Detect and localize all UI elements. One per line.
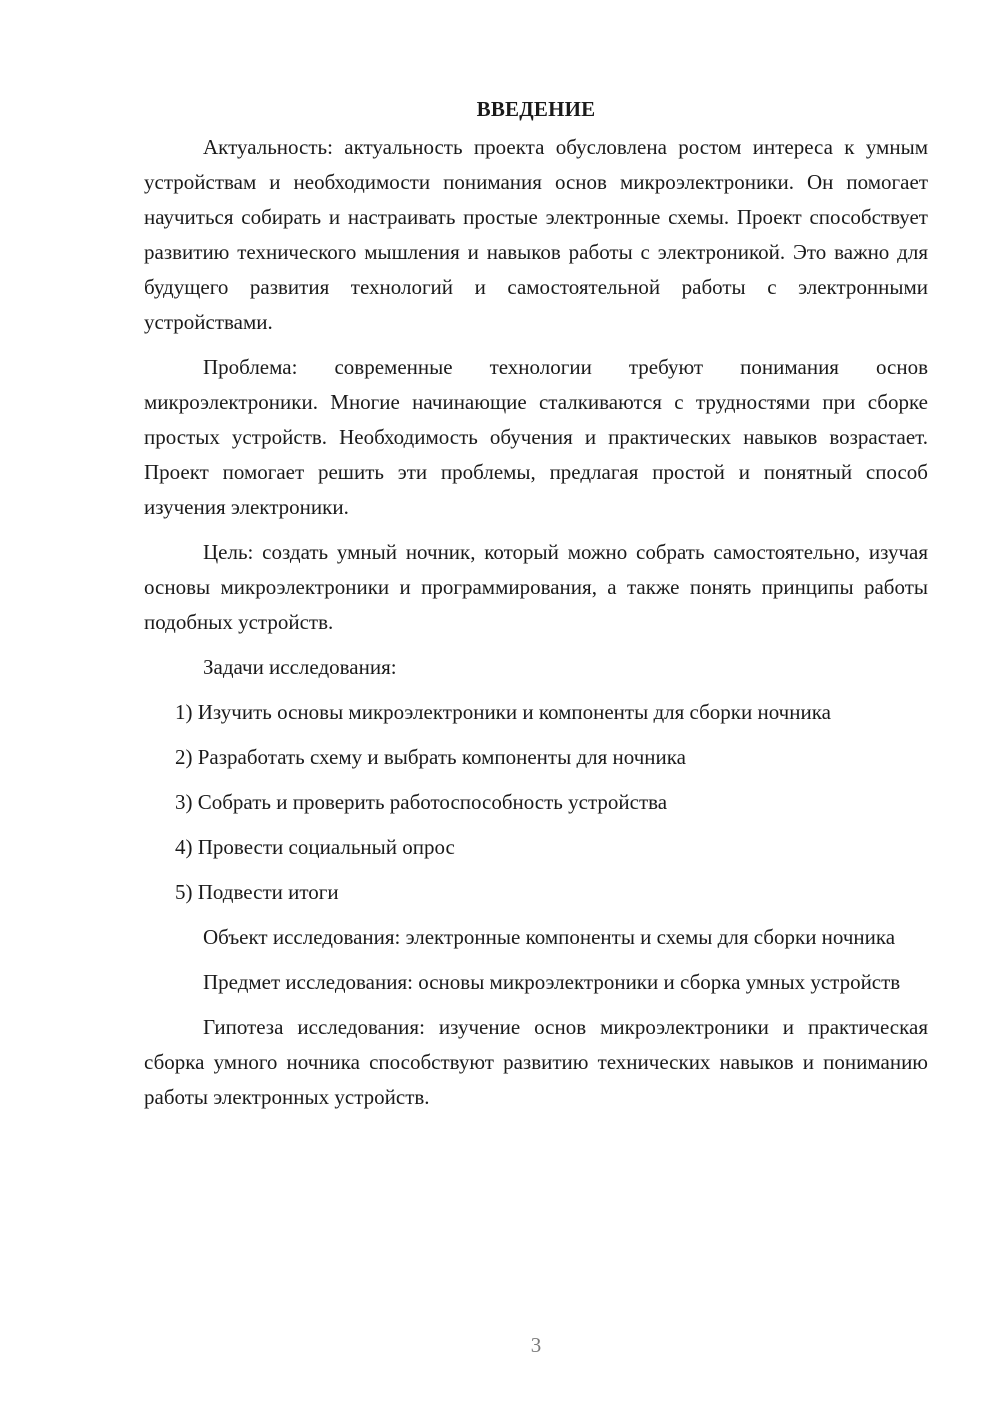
paragraph-object: Объект исследования: электронные компоненты и схемы для сборки ночника xyxy=(203,925,896,949)
paragraph-goal: Цель: создать умный ночник, который можно собрать самостоятельно, изучая основы микроэлектроники и программирования, а также понять принципы работы подобных устройств. xyxy=(144,540,928,634)
paragraph-relevance: Актуальность: актуальность проекта обусловлена ростом интереса к умным устройствам и необходимости понимания основ микроэлектроники. Он помогает научиться собирать и настраивать простые электронные схемы. Проект способствует развитию технического мышления и навыков работы с электроникой. Это важно для будущего развития технологий и самостоятельной работы с электронными устройствами. xyxy=(144,135,928,334)
task-item: 4) Провести социальный опрос xyxy=(175,835,455,859)
tasks-list xyxy=(144,695,928,910)
paragraph-problem: Проблема: современные технологии требуют понимания основ микроэлектроники. Многие начинающие сталкиваются с трудностями при сборке простых устройств. Необходимость обучения и практических навыков возрастает. Проект помогает решить эти проблемы, предлагая простой и понятный способ изучения электроники. xyxy=(144,355,928,519)
paragraph-subject: Предмет исследования: основы микроэлектроники и сборка умных устройств xyxy=(203,970,901,994)
task-item: 2) Разработать схему и выбрать компоненты для ночника xyxy=(175,745,686,769)
page-number: 3 xyxy=(530,1333,542,1357)
document-page xyxy=(144,92,928,1125)
tasks-heading: Задачи исследования: xyxy=(203,655,397,679)
task-item: 1) Изучить основы микроэлектроники и компоненты для сборки ночника xyxy=(175,700,831,724)
document-title: ВВЕДЕНИЕ xyxy=(476,97,596,121)
task-item: 5) Подвести итоги xyxy=(175,880,339,904)
task-item: 3) Собрать и проверить работоспособность устройства xyxy=(175,790,668,814)
paragraph-hypothesis: Гипотеза исследования: изучение основ микроэлектроники и практическая сборка умного ночника способствуют развитию технических навыков и пониманию работы электронных устройств. xyxy=(144,1015,928,1109)
